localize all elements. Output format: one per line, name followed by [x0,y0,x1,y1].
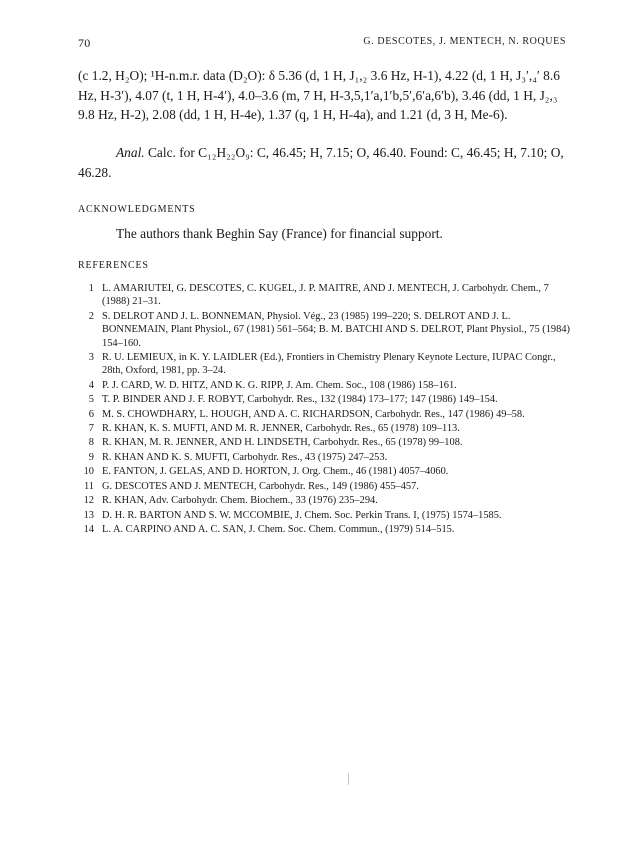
reference-text: M. S. CHOWDHARY, L. HOUGH, AND A. C. RICHARDSON, Carbohydr. Res., 147 (1986) 49–58. [102,408,525,420]
reference-text: R. KHAN AND K. S. MUFTI, Carbohydr. Res., 43 (1975) 247–253. [102,451,388,463]
references-heading: REFERENCES [78,260,149,271]
reference-number: 10 [83,466,94,478]
acknowledgments-heading: ACKNOWLEDGMENTS [78,204,196,215]
reference-item [78,465,570,478]
reference-number: 7 [88,423,94,435]
reference-item [78,523,570,536]
reference-item [78,436,570,449]
reference-item [78,379,570,392]
reference-number: 2 [88,310,94,322]
reference-text: R. KHAN, M. R. JENNER, AND H. LINDSETH, Carbohydr. Res., 65 (1978) 99–108. [102,437,463,449]
running-head: G. DESCOTES, J. MENTECH, N. ROQUES [363,36,566,47]
reference-number: 8 [88,437,94,449]
reference-number: 9 [88,451,94,463]
reference-number: 4 [88,379,94,391]
reference-number: 5 [88,394,94,406]
reference-number: 3 [88,352,94,364]
page-header [78,36,566,52]
reference-text: G. DESCOTES AND J. MENTECH, Carbohydr. Res., 149 (1986) 455–457. [102,480,419,492]
reference-item [78,408,570,421]
reference-item [78,509,570,522]
elemental-analysis-paragraph [78,143,568,182]
reference-number: 11 [83,480,94,492]
reference-item [78,310,570,350]
reference-item [78,480,570,493]
reference-item [78,282,570,309]
scan-mark [348,773,349,785]
reference-text: D. H. R. BARTON AND S. W. MCCOMBIE, J. Chem. Soc. Perkin Trans. I, (1975) 1574–1585. [102,509,502,521]
reference-text: T. P. BINDER AND J. F. ROBYT, Carbohydr. Res., 132 (1984) 173–177; 147 (1986) 149–154. [102,394,498,406]
reference-number: 12 [83,495,94,507]
reference-text: L. A. CARPINO AND A. C. SAN, J. Chem. Soc. Chem. Commun., (1979) 514–515. [102,523,455,535]
reference-number: 6 [88,408,94,420]
reference-text: E. FANTON, J. GELAS, AND D. HORTON, J. Org. Chem., 46 (1981) 4057–4060. [102,466,449,478]
reference-number: 14 [83,523,94,535]
reference-text: S. DELROT AND J. L. BONNEMAN, Physiol. Vég., 23 (1985) 199–220; S. DELROT AND J. L. BONNEMAIN, Plant Physiol., 67 (1981) 561–564; B. M. BATCHI AND S. DELROT, Plant Physiol., 75 (1984) 154–160. [102,310,570,349]
analysis-label: Anal. [116,145,145,160]
reference-text: L. AMARIUTEI, G. DESCOTES, C. KUGEL, J. P. MAITRE, AND J. MENTECH, J. Carbohydr. Chem., 7 (1988) 21–31. [102,283,549,308]
reference-item [78,351,570,378]
nmr-data-paragraph: (c 1.2, H₂O); ¹H-n.m.r. data (D₂O): δ 5.36 (d, 1 H, J₁,₂ 3.6 Hz, H-1), 4.22 (d, 1 H, J₃′,₄′ 8.6 Hz, H-3′), 4.07 (t, 1 H, H-4′), 4.0–3.6 (m, 7 H, H-3,5,1′a,1′b,5′,6′a,6′b), 3.46 (dd, 1 H, J₂,₃ 9.8 Hz, H-2), 2.08 (dd, 1 H, H-4e), 1.37 (q, 1 H, H-4a), and 1.21 (d, 3 H, Me-6). [78,68,560,123]
reference-text: R. KHAN, Adv. Carbohydr. Chem. Biochem., 33 (1976) 235–294. [102,495,378,507]
reference-text: P. J. CARD, W. D. HITZ, AND K. G. RIPP, J. Am. Chem. Soc., 108 (1986) 158–161. [102,379,457,391]
reference-number: 1 [88,283,94,294]
reference-number: 13 [83,509,94,521]
reference-item [78,494,570,507]
reference-item [78,393,570,406]
page-number: 70 [78,36,91,50]
reference-item [78,451,570,464]
reference-item [78,422,570,435]
reference-text: R. KHAN, K. S. MUFTI, AND M. R. JENNER, Carbohydr. Res., 65 (1978) 109–113. [102,423,460,435]
reference-text: R. U. LEMIEUX, in K. Y. LAIDLER (Ed.), Frontiers in Chemistry Plenary Keynote Lecture, IUPAC Congr., 28th, Oxford, 1981, pp. 3–24. [102,352,556,377]
references-list [78,282,570,537]
analysis-text: Calc. for C₁₂H₂₂O₉: C, 46.45; H, 7.15; O, 46.40. Found: C, 46.45; H, 7.10; O, 46.28. [78,145,564,180]
acknowledgments-text: The authors thank Beghin Say (France) for financial support. [116,226,443,241]
